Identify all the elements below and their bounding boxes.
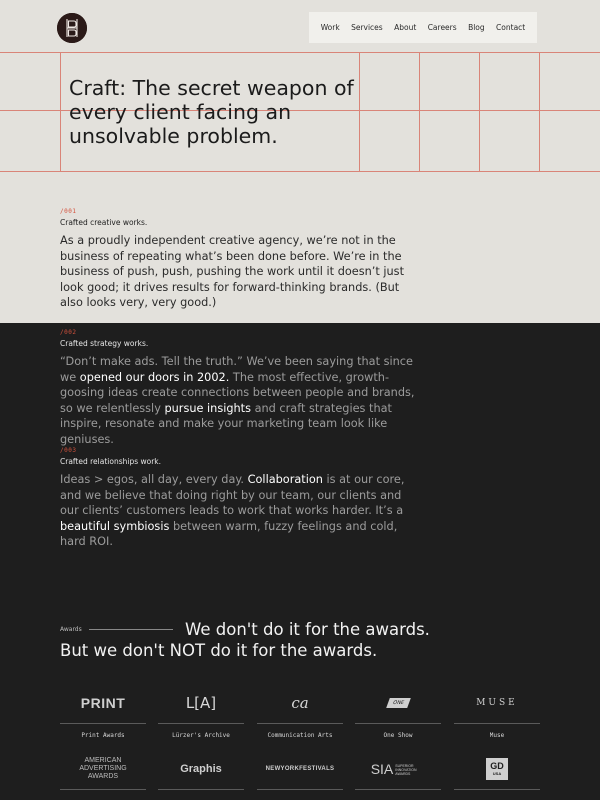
highlight-link[interactable]: opened our doors in 2002. (79, 370, 230, 384)
logo-line: ADVERTISING (79, 765, 127, 772)
award-print[interactable] (60, 687, 146, 739)
grid-line (539, 52, 540, 172)
logo-small: SUPERIOR INNOVATION AWARDS (395, 764, 417, 777)
logo-text: NEWYORKFESTIVALS (265, 766, 335, 772)
main-nav (309, 12, 537, 43)
nav-services-link[interactable]: Services (351, 23, 383, 32)
body-text: Ideas > egos, all day, every day. (60, 473, 248, 486)
nav-blog-link[interactable]: Blog (468, 23, 485, 32)
awards-tag-label: Awards (60, 626, 82, 633)
divider (89, 629, 173, 630)
section-body (60, 472, 420, 550)
awards-heading: But we don't NOT do it for the awards. (60, 641, 378, 660)
grid-line (479, 52, 480, 172)
logo-line: AMERICAN (84, 757, 122, 764)
divider (355, 789, 441, 790)
divider (454, 723, 540, 724)
grid-line (419, 52, 420, 172)
grid-line (359, 52, 360, 172)
award-name: Lürzer's Archive (172, 732, 230, 739)
body-text: and craft strategies that inspire, resonate and make your marketing team look like geniuses. (60, 401, 392, 446)
award-graphis[interactable] (158, 753, 244, 790)
body-text: The most effective, growth-goosing ideas create connections between people and brands, so we relentlessly (60, 370, 415, 415)
communication-arts-logo-icon (257, 687, 343, 719)
hero-title: Craft: The secret weapon of every client facing an unsolvable problem. (69, 76, 354, 148)
dark-section (0, 323, 600, 800)
nav-about-link[interactable]: About (394, 23, 417, 32)
site-header (0, 0, 600, 52)
grid-line (0, 171, 600, 172)
body-text: “Don’t make ads. Tell the truth.” We’ve been saying that since we (60, 355, 413, 384)
logo-text (486, 758, 508, 780)
divider (355, 723, 441, 724)
section-label: Crafted strategy works. (60, 339, 149, 348)
body-text: is at our core, and we believe that doing right by our team, our clients and our clients’ customers leads to work that works harder. It’s a (60, 473, 405, 517)
award-sia[interactable] (355, 753, 441, 790)
award-name: Communication Arts (267, 732, 333, 739)
new-york-festivals-logo-icon (257, 753, 343, 785)
nav-careers-link[interactable]: Careers (427, 23, 457, 32)
awards-tag (60, 626, 173, 633)
one-show-logo-icon (355, 687, 441, 719)
section-label: Crafted creative works. (60, 218, 148, 227)
logo-text: Graphis (180, 763, 222, 775)
award-comm-arts[interactable] (257, 687, 343, 739)
award-name: One Show (383, 732, 413, 739)
divider (257, 789, 343, 790)
divider (60, 723, 146, 724)
divider (158, 789, 244, 790)
body-text: between warm, fuzzy feelings and cold, hard ROI. (60, 519, 398, 548)
muse-logo-icon (454, 687, 540, 719)
hero-grid (0, 52, 600, 172)
award-lurzers[interactable] (158, 687, 244, 739)
award-name: Print Awards (81, 732, 125, 739)
section-label: Crafted relationships work. (60, 457, 162, 466)
logo-text: L[A] (185, 694, 217, 712)
award-name: Muse (489, 732, 505, 739)
award-muse[interactable] (454, 687, 540, 739)
logo-text: PRINT (80, 695, 126, 711)
section-relationships (60, 447, 420, 550)
awards-heading: We don't do it for the awards. (185, 620, 430, 639)
award-one-show[interactable] (355, 687, 441, 739)
gd-usa-logo-icon (454, 753, 540, 785)
section-body: As a proudly independent creative agency, we’re not in the business of repeating what’s been done before. We’re in the business of push, push, pushing the work until it doesn’t just look good; it drives results for forward-thinking brands. (But also looks very, very good.) (60, 234, 404, 309)
grid-line (0, 52, 600, 53)
award-new-york-festivals[interactable] (257, 753, 343, 790)
american-advertising-awards-logo-icon (60, 753, 146, 785)
logo-text (79, 757, 126, 781)
divider (60, 789, 146, 790)
hdh-monogram-icon[interactable] (57, 13, 87, 43)
award-gd-usa[interactable] (454, 753, 540, 790)
logo-line: GD (490, 761, 504, 771)
award-american-advertising[interactable] (60, 753, 146, 790)
highlight-link[interactable]: Collaboration (247, 473, 323, 486)
section-number: /003 (60, 447, 77, 454)
logo-main: SIA (370, 761, 394, 777)
logo-line: USA (492, 771, 502, 776)
logo-text: ca (291, 694, 309, 712)
divider (454, 789, 540, 790)
highlight-link[interactable]: pursue insights (164, 401, 251, 415)
logo-text (371, 761, 426, 777)
divider (257, 723, 343, 724)
print-awards-logo-icon (60, 687, 146, 719)
section-number: /001 (60, 208, 77, 215)
section-creative (60, 208, 420, 311)
highlight-link[interactable]: beautiful symbiosis (60, 519, 170, 533)
logo-text: MUSE (476, 698, 518, 708)
nav-work-link[interactable]: Work (320, 23, 340, 32)
nav-contact-link[interactable]: Contact (496, 23, 526, 32)
graphis-logo-icon (158, 753, 244, 785)
section-number: /002 (60, 329, 77, 336)
logo-line: AWARDS (87, 773, 119, 780)
lurzers-archive-logo-icon (158, 687, 244, 719)
logo-text: ONE (386, 698, 410, 708)
sia-logo-icon (355, 753, 441, 785)
section-strategy (60, 329, 420, 447)
section-body (60, 354, 420, 447)
divider (158, 723, 244, 724)
grid-line (60, 52, 61, 172)
